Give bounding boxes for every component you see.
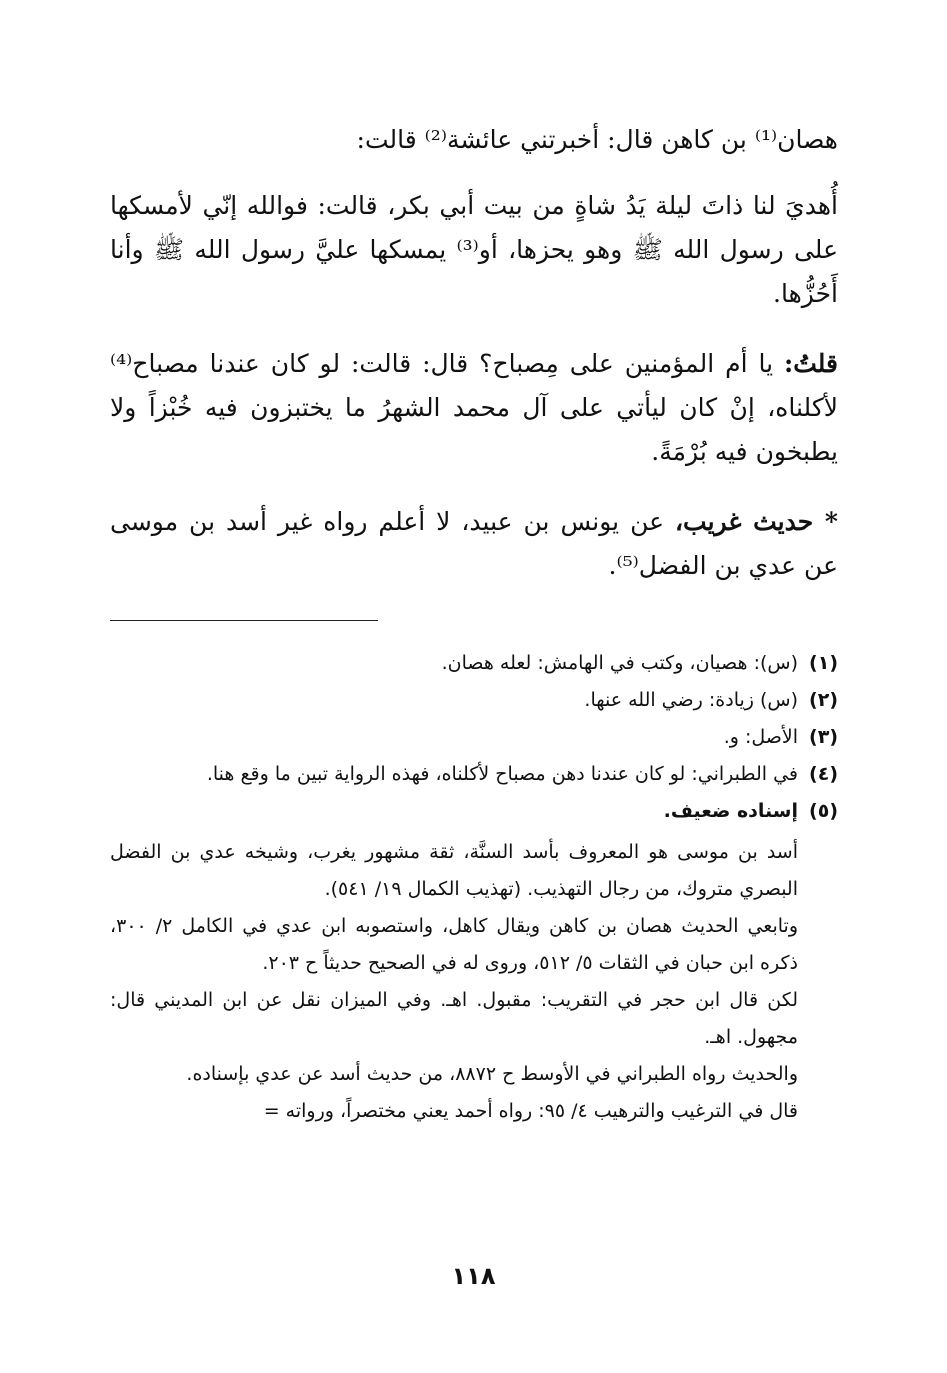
footnote-number: (٥): [809, 800, 838, 822]
sub-note-1: أسد بن موسى هو المعروف بأسد السنَّة، ثقة مشهور يغرب، وشيخه عدي بن الفضل البصري متروك، من رجال التهذيب. (تهذيب الكمال ١٩/ ٥٤١).: [110, 841, 798, 900]
sub-note-5: قال في الترغيب والترهيب ٤/ ٩٥: رواه أحمد يعني مختصراً، ورواته =: [263, 1100, 798, 1122]
footnote-text: في الطبراني: لو كان عندنا دهن مصباح لأكلناه، فهذه الرواية تبين ما وقع هنا.: [206, 763, 798, 785]
footnote-4: [110, 756, 838, 793]
sub-note-3: لكن قال ابن حجر في التقريب: مقبول. اهـ. وفي الميزان نقل عن ابن المديني قال: مجهول. اهـ.: [110, 989, 798, 1048]
paragraph-1: أُهديَ لنا ذاتَ ليلة يَدُ شاةٍ من بيت أبي بكر، قالت: فوالله إنّي لأمسكها على رسول الله ﷺ وهو يحزها، أو⁽³⁾ يمسكها عليَّ رسول الله ﷺ وأنا أَحُزُّها.: [110, 191, 838, 308]
paragraph-3: [110, 500, 838, 588]
footnote-number: (٢): [809, 689, 838, 711]
footnote-5-details: [110, 834, 838, 1130]
page-number: ١١٨: [451, 1262, 496, 1290]
paragraph-2-lead: قلتُ:: [783, 349, 838, 378]
footnotes: [110, 645, 838, 1130]
footnote-number: (١): [809, 652, 838, 674]
footnote-1: [110, 645, 838, 682]
footnote-number: (٤): [809, 763, 838, 785]
paragraph-3-lead: * حديث غريب،: [674, 507, 838, 536]
sub-note-2: وتابعي الحديث هصان بن كاهن ويقال كاهل، واستصوبه ابن عدي في الكامل ٢/ ٣٠٠، ذكره ابن حبان في الثقات ٥/ ٥١٢، وروى له في الصحيح حديثاً ح ٢٠٣.: [110, 915, 798, 974]
footnote-text: (س) زيادة: رضي الله عنها.: [584, 689, 798, 711]
footnote-divider-wrap: [110, 614, 838, 631]
page-body: [110, 118, 838, 1130]
paragraph-2: [110, 342, 838, 474]
footnote-text: الأصل: و.: [723, 726, 798, 748]
footnote-3: [110, 719, 838, 756]
footnote-text: (س): هصيان، وكتب في الهامش: لعله هصان.: [441, 652, 798, 674]
footnote-divider: [110, 620, 378, 621]
footnote-number: (٣): [809, 726, 838, 748]
footnote-text: إسناده ضعيف.: [663, 800, 798, 822]
intro-line: هصان⁽¹⁾ بن كاهن قال: أخبرتني عائشة⁽²⁾ قالت:: [356, 125, 838, 154]
paragraph-2-text: يا أم المؤمنين على مِصباح؟ قال: قالت: لو كان عندنا مصباح⁽⁴⁾ لأكلناه، إنْ كان ليأتي على آل محمد الشهرُ ما يختبزون فيه خُبْزاً ولا يطبخون فيه بُرْمَةً.: [110, 349, 838, 466]
footnote-5: [110, 793, 838, 830]
footnote-2: [110, 682, 838, 719]
main-text: [110, 118, 838, 588]
sub-note-4: والحديث رواه الطبراني في الأوسط ح ٨٨٧٢، من حديث أسد عن عدي بإسناده.: [186, 1063, 798, 1085]
paragraph-3-text: عن يونس بن عبيد، لا أعلم رواه غير أسد بن موسى عن عدي بن الفضل⁽⁵⁾.: [110, 507, 838, 580]
